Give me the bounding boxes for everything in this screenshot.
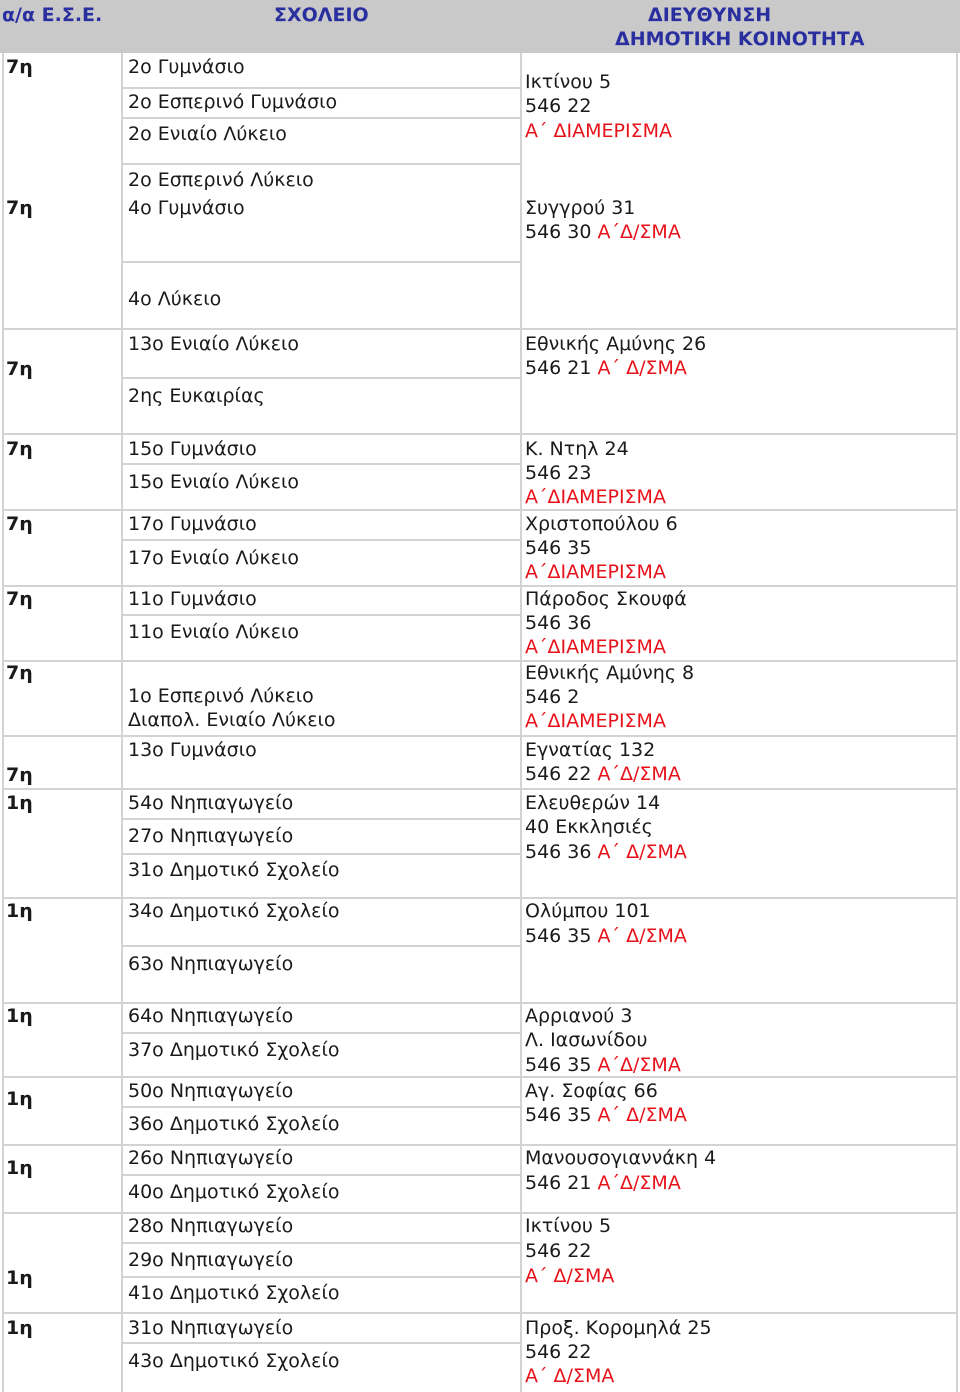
school-name: 17ο Ενιαίο Λύκειο	[128, 547, 300, 569]
school-name: 36ο Δημοτικό Σχολείο	[128, 1113, 340, 1135]
postcode: 546 22	[525, 1240, 592, 1262]
address-line: 40 Εκκλησιές	[525, 816, 653, 838]
group-id: 1η	[6, 1157, 33, 1179]
address-line	[525, 1171, 681, 1195]
school-name: 41ο Δημοτικό Σχολείο	[128, 1282, 340, 1304]
school-name: 31ο Δημοτικό Σχολείο	[128, 859, 340, 881]
school-name: 54ο Νηπιαγωγείο	[128, 792, 294, 814]
school-name: 11ο Ενιαίο Λύκειο	[128, 621, 300, 643]
group-id: 1η	[6, 792, 33, 814]
group-id: 7η	[6, 197, 33, 219]
group-id: 1η	[6, 1267, 33, 1289]
address-line	[525, 840, 687, 864]
school-name: 40ο Δημοτικό Σχολείο	[128, 1181, 340, 1203]
school-name: Διαπολ. Ενιαίο Λύκειο	[128, 709, 336, 731]
district-label: Α΄ΔΙΑΜΕΡΙΣΜΑ	[525, 486, 666, 508]
postcode: 546 35	[525, 1104, 592, 1126]
school-name: 28ο Νηπιαγωγείο	[128, 1215, 294, 1237]
address-line: Κ. Ντηλ 24	[525, 438, 629, 460]
group-id: 7η	[6, 764, 33, 786]
postcode: 546 23	[525, 462, 592, 484]
district-label: Α΄ Δ/ΣΜΑ	[597, 925, 687, 947]
address-line: Ελευθερών 14	[525, 792, 661, 814]
address-line: Αγ. Σοφίας 66	[525, 1080, 658, 1102]
header-community-label: ΔΗΜΟΤΙΚΗ ΚΟΙΝΟΤΗΤΑ	[615, 28, 865, 50]
district-label: Α΄Δ/ΣΜΑ	[597, 221, 681, 243]
address-line: Εγνατίας 132	[525, 739, 656, 761]
address-line: Λ. Ιασωνίδου	[525, 1029, 648, 1051]
group-id: 7η	[6, 588, 33, 610]
address-line	[525, 1103, 687, 1127]
district-label: Α΄Δ/ΣΜΑ	[597, 1172, 681, 1194]
postcode: 546 22	[525, 95, 592, 117]
school-name: 63ο Νηπιαγωγείο	[128, 953, 294, 975]
district-label: Α΄ Δ/ΣΜΑ	[597, 841, 687, 863]
postcode: 546 22	[525, 1341, 592, 1363]
table-header	[0, 0, 960, 53]
school-name: 27ο Νηπιαγωγείο	[128, 825, 294, 847]
postcode: 546 21	[525, 357, 592, 379]
school-name: 4ο Λύκειο	[128, 288, 222, 310]
address-line: Προξ. Κορομηλά 25	[525, 1317, 712, 1339]
school-name: 2ο Εσπερινό Γυμνάσιο	[128, 91, 338, 113]
address-line	[525, 762, 681, 786]
school-name: 43ο Δημοτικό Σχολείο	[128, 1350, 340, 1372]
school-name: 2ο Γυμνάσιο	[128, 56, 245, 78]
district-label: Α΄ΔΙΑΜΕΡΙΣΜΑ	[525, 710, 666, 732]
group-id: 1η	[6, 900, 33, 922]
header-group-label: α/α Ε.Σ.Ε.	[2, 4, 103, 26]
group-id: 1η	[6, 1317, 33, 1339]
school-name: 15ο Γυμνάσιο	[128, 438, 257, 460]
school-name: 1ο Εσπερινό Λύκειο	[128, 685, 314, 707]
school-name: 17ο Γυμνάσιο	[128, 513, 257, 535]
group-id: 1η	[6, 1005, 33, 1027]
district-label: Α΄Δ/ΣΜΑ	[597, 1054, 681, 1076]
address-line: Μανουσογιαννάκη 4	[525, 1147, 717, 1169]
postcode: 546 30	[525, 221, 592, 243]
district-label: Α΄ Δ/ΣΜΑ	[597, 1104, 687, 1126]
address-line	[525, 220, 681, 244]
address-line: Χριστοπούλου 6	[525, 513, 678, 535]
school-name: 34ο Δημοτικό Σχολείο	[128, 900, 340, 922]
address-line	[525, 356, 687, 380]
school-name: 11ο Γυμνάσιο	[128, 588, 257, 610]
address-line: Ολύμπου 101	[525, 900, 651, 922]
district-label: Α΄ ΔΙΑΜΕΡΙΣΜΑ	[525, 120, 672, 142]
postcode: 546 21	[525, 1172, 592, 1194]
postcode: 546 35	[525, 925, 592, 947]
postcode: 546 35	[525, 537, 592, 559]
address-line: Ικτίνου 5	[525, 1215, 612, 1237]
district-label: Α΄ Δ/ΣΜΑ	[525, 1265, 615, 1287]
address-line	[525, 1053, 681, 1077]
address-line: Συγγρού 31	[525, 197, 636, 219]
school-name: 31ο Νηπιαγωγείο	[128, 1317, 294, 1339]
school-name: 4ο Γυμνάσιο	[128, 197, 245, 219]
header-school-label: ΣΧΟΛΕΙΟ	[274, 4, 369, 26]
group-id: 7η	[6, 56, 33, 78]
group-id: 7η	[6, 662, 33, 684]
district-label: Α΄ Δ/ΣΜΑ	[525, 1365, 615, 1387]
address-line: Πάροδος Σκουφά	[525, 588, 687, 610]
school-name: 2ο Εσπερινό Λύκειο	[128, 169, 314, 191]
postcode: 546 2	[525, 686, 580, 708]
group-id: 1η	[6, 1088, 33, 1110]
school-name: 2ης Ευκαιρίας	[128, 385, 265, 407]
postcode: 546 36	[525, 612, 592, 634]
district-label: Α΄Δ/ΣΜΑ	[597, 763, 681, 785]
postcode: 546 35	[525, 1054, 592, 1076]
district-label: Α΄ΔΙΑΜΕΡΙΣΜΑ	[525, 636, 666, 658]
district-label: Α΄ Δ/ΣΜΑ	[597, 357, 687, 379]
postcode: 546 22	[525, 763, 592, 785]
address-line: Εθνικής Αμύνης 8	[525, 662, 695, 684]
group-id: 7η	[6, 513, 33, 535]
school-name: 13ο Ενιαίο Λύκειο	[128, 333, 300, 355]
school-name: 2ο Ενιαίο Λύκειο	[128, 123, 287, 145]
school-name: 50ο Νηπιαγωγείο	[128, 1080, 294, 1102]
address-line: Αρριανού 3	[525, 1005, 633, 1027]
school-name: 13ο Γυμνάσιο	[128, 739, 257, 761]
school-name: 29ο Νηπιαγωγείο	[128, 1249, 294, 1271]
school-name: 37ο Δημοτικό Σχολείο	[128, 1039, 340, 1061]
group-id: 7η	[6, 358, 33, 380]
address-line	[525, 924, 687, 948]
school-name: 64ο Νηπιαγωγείο	[128, 1005, 294, 1027]
school-name: 15ο Ενιαίο Λύκειο	[128, 471, 300, 493]
district-label: Α΄ΔΙΑΜΕΡΙΣΜΑ	[525, 561, 666, 583]
school-name: 26ο Νηπιαγωγείο	[128, 1147, 294, 1169]
group-id: 7η	[6, 438, 33, 460]
postcode: 546 36	[525, 841, 592, 863]
address-line: Εθνικής Αμύνης 26	[525, 333, 707, 355]
address-line: Ικτίνου 5	[525, 71, 612, 93]
header-address-label: ΔΙΕΥΘΥΝΣΗ	[648, 4, 772, 26]
